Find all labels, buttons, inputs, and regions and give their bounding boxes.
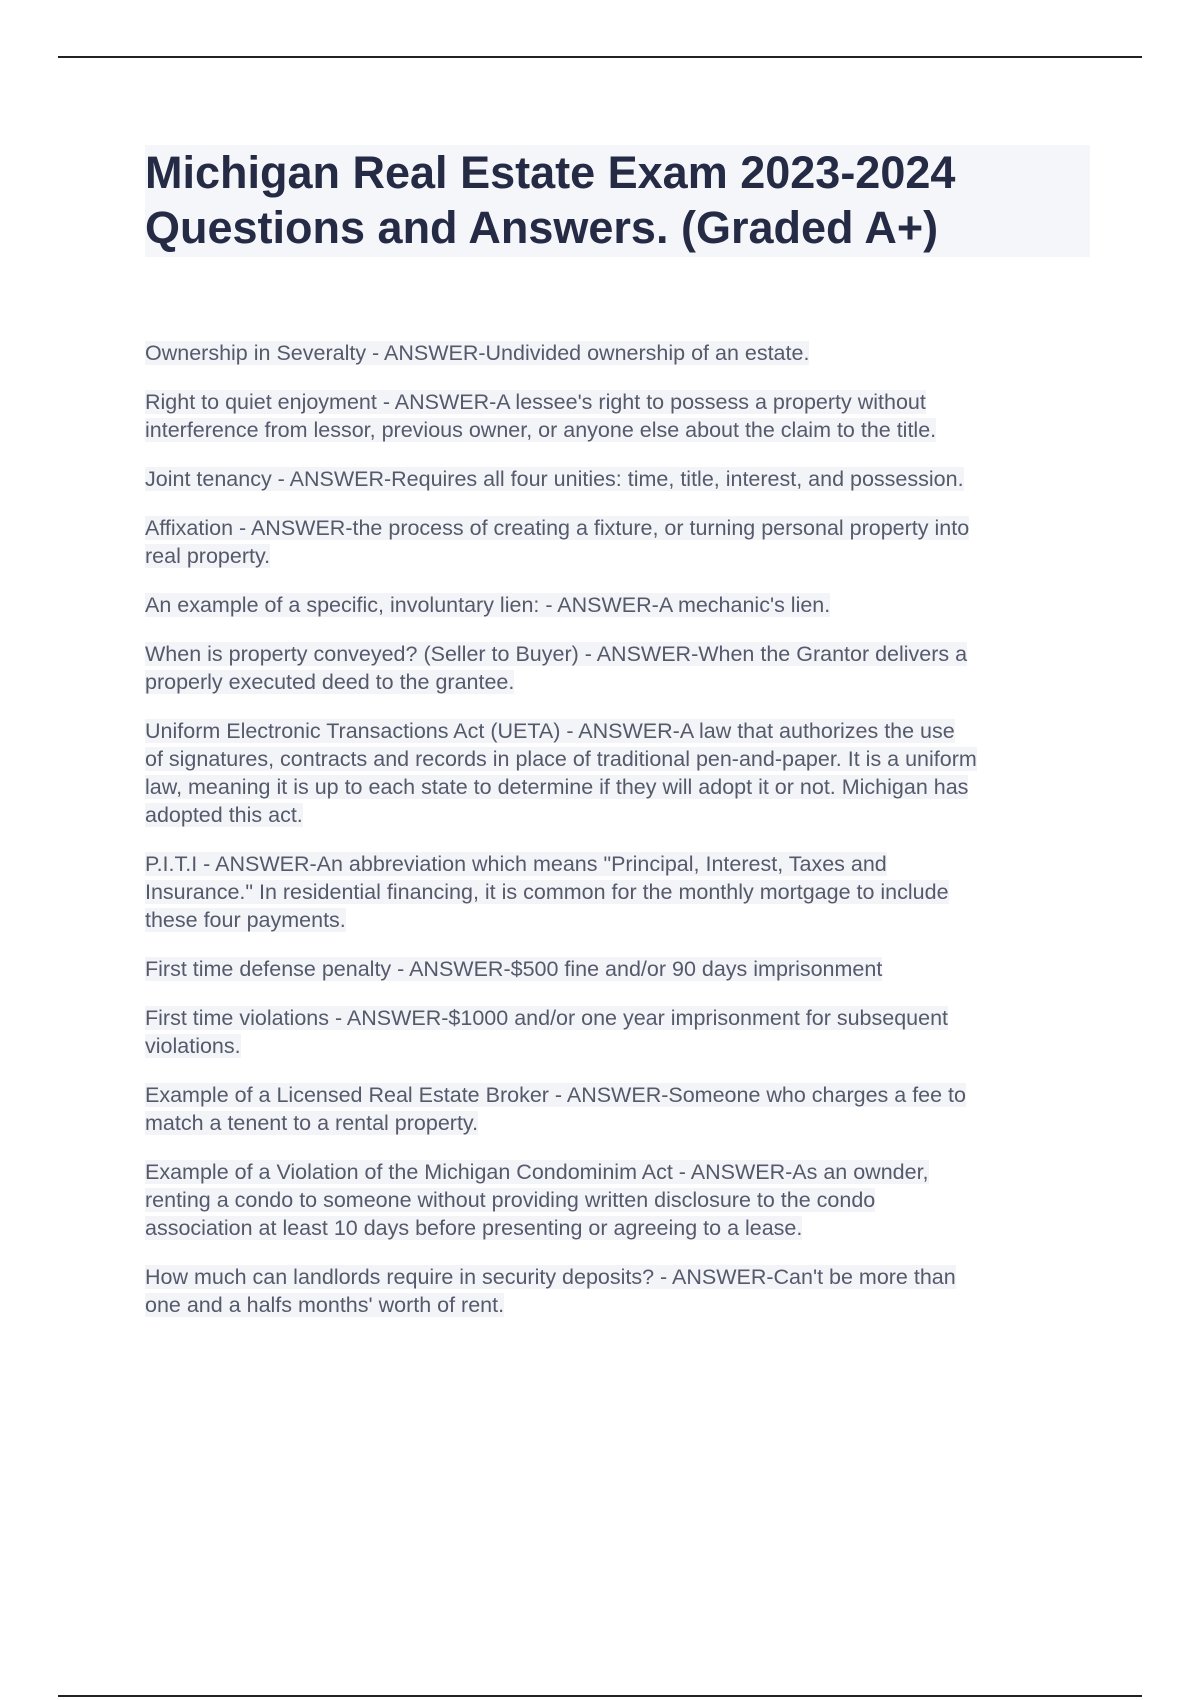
qa-line: P.I.T.I - ANSWER-An abbreviation which means "Principal, Interest, Taxes and — [145, 852, 887, 876]
qa-item — [145, 388, 1095, 444]
qa-line: renting a condo to someone without providing written disclosure to the condo — [145, 1188, 876, 1212]
qa-item — [145, 1004, 1095, 1060]
qa-line: Joint tenancy - ANSWER-Requires all four unities: time, title, interest, and possession. — [145, 467, 964, 491]
title-line-1: Michigan Real Estate Exam 2023-2024 — [145, 147, 956, 198]
qa-item — [145, 591, 1095, 619]
qa-item — [145, 339, 1095, 367]
qa-line: How much can landlords require in security deposits? - ANSWER-Can't be more than — [145, 1265, 956, 1289]
qa-item — [145, 850, 1095, 934]
qa-line: First time defense penalty - ANSWER-$500 fine and/or 90 days imprisonment — [145, 957, 883, 981]
qa-line: match a tenent to a rental property. — [145, 1111, 479, 1135]
document-title — [145, 145, 1090, 257]
qa-item — [145, 955, 1095, 983]
qa-line: of signatures, contracts and records in place of traditional pen-and-paper. It is a uniform — [145, 747, 977, 771]
qa-line: Example of a Licensed Real Estate Broker - ANSWER-Someone who charges a fee to — [145, 1083, 966, 1107]
qa-list — [145, 339, 1095, 1340]
qa-line: An example of a specific, involuntary lien: - ANSWER-A mechanic's lien. — [145, 593, 831, 617]
qa-line: real property. — [145, 544, 271, 568]
qa-item — [145, 1081, 1095, 1137]
qa-line: Right to quiet enjoyment - ANSWER-A lessee's right to possess a property without — [145, 390, 926, 414]
qa-item — [145, 640, 1095, 696]
qa-line: Insurance." In residential financing, it is common for the monthly mortgage to include — [145, 880, 949, 904]
qa-line: Ownership in Severalty - ANSWER-Undivided ownership of an estate. — [145, 341, 810, 365]
qa-line: these four payments. — [145, 908, 346, 932]
qa-line: association at least 10 days before presenting or agreeing to a lease. — [145, 1216, 803, 1240]
top-rule — [58, 56, 1142, 58]
qa-line: violations. — [145, 1034, 241, 1058]
qa-line: law, meaning it is up to each state to determine if they will adopt it or not. Michigan has — [145, 775, 969, 799]
qa-line: interference from lessor, previous owner, or anyone else about the claim to the title. — [145, 418, 937, 442]
qa-line: First time violations - ANSWER-$1000 and/or one year imprisonment for subsequent — [145, 1006, 949, 1030]
qa-line: Example of a Violation of the Michigan Condominim Act - ANSWER-As an ownder, — [145, 1160, 929, 1184]
qa-item — [145, 1263, 1095, 1319]
qa-line: one and a halfs months' worth of rent. — [145, 1293, 505, 1317]
qa-item — [145, 514, 1095, 570]
qa-line: When is property conveyed? (Seller to Buyer) - ANSWER-When the Grantor delivers a — [145, 642, 968, 666]
qa-line: adopted this act. — [145, 803, 303, 827]
bottom-rule — [58, 1695, 1142, 1697]
qa-line: Affixation - ANSWER-the process of creating a fixture, or turning personal property into — [145, 516, 970, 540]
qa-item — [145, 717, 1095, 829]
qa-item — [145, 465, 1095, 493]
qa-item — [145, 1158, 1095, 1242]
qa-line: Uniform Electronic Transactions Act (UETA) - ANSWER-A law that authorizes the use — [145, 719, 955, 743]
qa-line: properly executed deed to the grantee. — [145, 670, 515, 694]
title-line-2: Questions and Answers. (Graded A+) — [145, 202, 939, 253]
